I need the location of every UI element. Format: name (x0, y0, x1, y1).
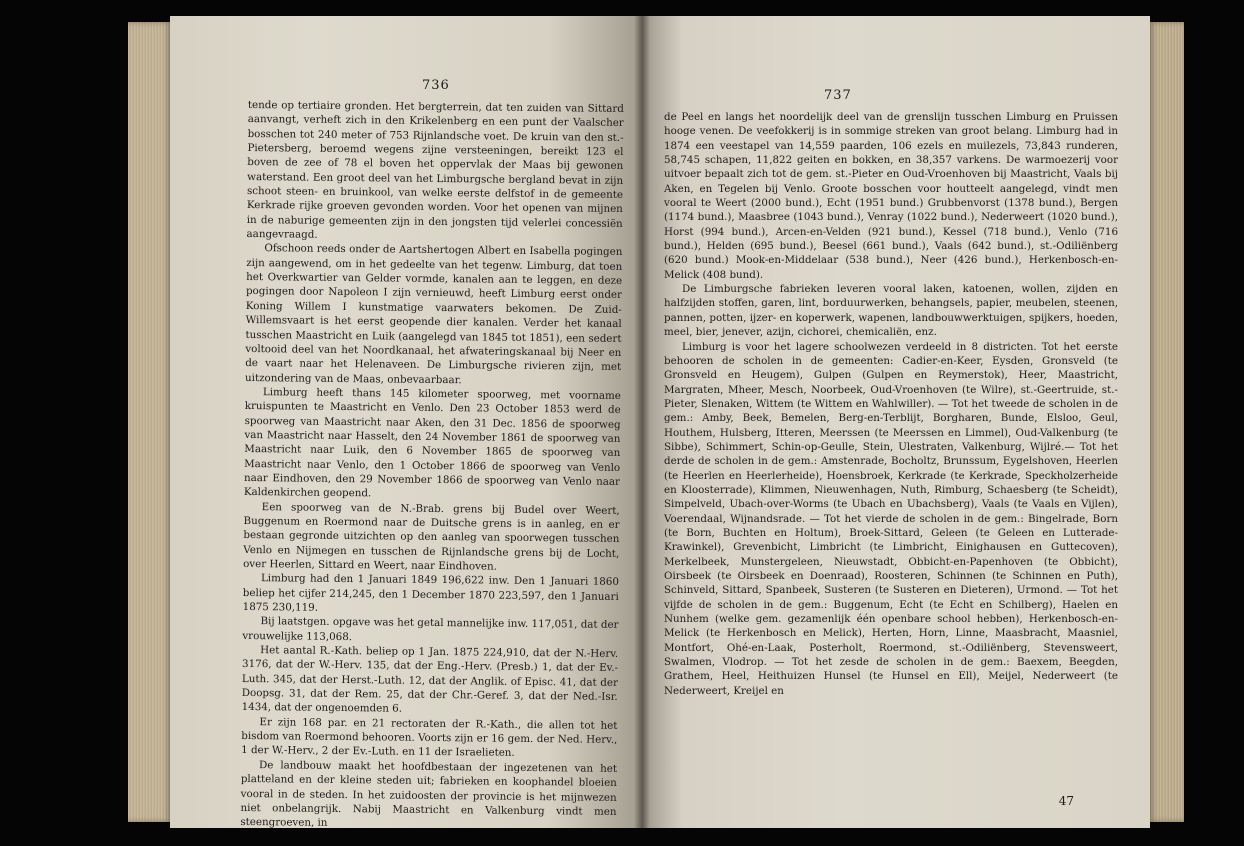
paragraph: Het aantal R.-Kath. beliep op 1 Jan. 1875 224,910, dat der N.-Herv. 3176, dat der W.-Herv. 135, dat der Eng.-Herv. (Presb.) 1, dat der Ev.-Luth. 345, dat der Herst.-Luth. 12, dat der Anglik. of Episc. 41, dat der Doopsg. 31, dat der Rem. 25, dat der Chr.-Geref. 3, dat der Ned.-Isr. 1434, dat der ongenoemden 6. (241, 644, 619, 716)
paragraph: Limburg had den 1 Januari 1849 196,622 inw. Den 1 Januari 1860 beliep het cijfer 214,245, den 1 December 1870 223,597, den 1 Januari 1875 230,119. (242, 572, 620, 614)
paragraph: Een spoorweg van de N.-Brab. grens bij Budel over Weert, Buggenum en Roermond naar de Duitsche grens is in aanleg, en er bestaan gegronde uitzichten op den aanleg van spoorwegen tusschen Venlo en Nijmegen en tusschen de Rijnlandsche grens bij de Locht, over Heerlen, Sittard en Weert, naar Eindhoven. (243, 500, 620, 573)
paragraph: Er zijn 168 par. en 21 rectoraten der R.-Kath., die allen tot het bisdom van Roermond behooren. Voorts zijn er 16 gem. der Ned. Herv., 1 der W.-Herv., 2 der Ev.-Luth. en 11 der Israelieten. (241, 715, 618, 760)
right-page-body (664, 110, 1118, 698)
signature-mark: 47 (1058, 794, 1074, 808)
paragraph: Limburg heeft thans 145 kilometer spoorweg, met voorname kruispunten te Maastricht en Venlo. Den 23 October 1853 werd de spoorweg van Maastricht naar Aken, den 31 Dec. 1856 de spoorweg van Maastricht naar Hasselt, den 24 November 1861 de spoorweg van Maastricht naar Luik, den 6 November 1865 de spoorweg van Maastricht naar Venlo, den 1 October 1866 de spoorweg van Venlo naar Eindhoven, den 29 November 1866 de spoorweg van Venlo naar Kaldenkirchen geopend. (243, 386, 621, 500)
paragraph: tende op tertiaire gronden. Het bergterrein, dat ten zuiden van Sittard aanvangt, verheft zich in den Krikelenberg en een punt der Vaalscher bosschen tot 240 meter of 753 Rijnlandsche voet. De kruin van den st.-Pietersberg, beroemd wegens zijne versteeningen, bereikt 123 el boven de zee of 78 el boven het oppervlak der Maas bij gewonen waterstand. Een groot deel van het Limburgsche bergland bevat in zijn schoot steen- en bruinkool, van welke eerste delfstof in de gemeente Kerkrade rijke groeven gevonden worden. Voor het openen van mijnen in de naburige gemeenten zijn in den jongsten tijd velerlei concessiën aangevraagd. (246, 98, 624, 241)
left-page-number: 736 (422, 78, 450, 93)
paragraph: De Limburgsche fabrieken leveren vooral laken, katoenen, wollen, zijden en halfzijden stoffen, garen, lint, borduurwerken, behangsels, papier, meubelen, steenen, pannen, potten, ijzer- en koperwerk, wapenen, landbouwwerktuigen, spijkers, hoeden, meel, bier, jenever, azijn, cichorei, chemicaliën, enz. (664, 283, 1118, 339)
paragraph: Limburg is voor het lagere schoolwezen verdeeld in 8 districten. Tot het eerste behooren de scholen in de gemeenten: Cadier-en-Keer, Eysden, Gronsveld (te Gronsveld en Heugem), Gulpen (Gulpen en Reymerstok), Heer, Maastricht, Margraten, Mheer, Mesch, Noorbeek, Oud-Vroenhoven (te Wilre), st.-Geertruide, st.-Pieter, Slenaken, Wittem (te Wittem en Wahlwiller). — Tot het tweede de scholen in de gem.: Amby, Beek, Bemelen, Berg-en-Terblijt, Borgharen, Bunde, Elsloo, Geul, Houthem, Hulsberg, Itteren, Meerssen (te Meerssen en Limmel), Oud-Valkenburg (te Sibbe), Schimmert, Schin-op-Geulle, Stein, Ulestraten, Valkenburg, Wijlré.— Tot het derde de scholen in de gem.: Amstenrade, Bocholtz, Brunssum, Eygelshoven, Heerlen (te Heerlen en Heerlerheide), Hoensbroek, Kerkrade (te Kerkrade, Speckholzerheide en Kloosterrade), Klimmen, Nieuwenhagen, Nuth, Rimburg, Schaesberg (te Scheidt), Simpelveld, Ubach-over-Worms (te Ubach en Ubachsberg), Vaals (te Vaals en Vijlen), Voerendaal, Wijnandsrade. — Tot het vierde de scholen in de gem.: Bingelrade, Born (te Born, Buchten en Holtum), Broek-Sittard, Geleen (te Geleen en Lutterade-Krawinkel), Grevenbicht, Limbricht (te Limbricht, Einighausen en Guttecoven), Merkelbeek, Munstergeleen, Nieuwstadt, Obbicht-en-Papenhoven (te Obbicht), Oirsbeek (te Oirsbeek en Doenraad), Roosteren, Schinnen (te Schinnen en Puth), Schinveld, Sittard, Spanbeek, Susteren (te Susteren en Dieteren), Urmond. — Tot het vijfde de scholen in de gem.: Buggenum, Echt (te Echt en Schilberg), Haelen en Nunhem (welke gem. gezamenlijk één openbare school hebben), Herkenbosch-en-Melick (te Herkenbosch en Melick), Herten, Horn, Linne, Maasbracht, Maasniel, Montfort, Ohé-en-Laak, Posterholt, Roermond, st.-Odiliënberg, Stevensweert, Swalmen, Vlodrop. — Tot het zesde de scholen in de gem.: Baexem, Beegden, Grathem, Heel, Heithuizen Hunsel (te Hunsel en Ell), Meijel, Nederweert (te Nederweert, Kreijel en (664, 340, 1118, 697)
paragraph: De landbouw maakt het hoofdbestaan der ingezetenen van het platteland en der kleine steden uit; fabrieken en koophandel bloeien vooral in de steden. In het zuidoosten der provincie is het mijnwezen niet onbelangrijk. Nabij Maastricht en Valkenburg vindt men steengroeven, in (240, 758, 618, 830)
book-gutter (634, 16, 650, 828)
left-page (170, 16, 642, 828)
left-page-body (240, 98, 624, 833)
paragraph: Bij laatstgen. opgave was het getal mannelijke inw. 117,051, dat der vrouwelijke 113,068. (242, 615, 619, 643)
right-page (642, 16, 1150, 828)
paragraph: de Peel en langs het noordelijk deel van de grenslijn tusschen Limburg en Pruissen hooge venen. De veefokkerij is in sommige streken van groot belang. Limburg had in 1874 een veestapel van 14,559 paarden, 106 ezels en muilezels, 73,843 runderen, 58,745 schapen, 11,822 geiten en bokken, en 38,357 varkens. De warmoezerij voor uitvoer bepaalt zich tot de gem. st.-Pieter en Oud-Vroenhoven bij Maastricht, Vaals bij Aken, en Tegelen bij Venlo. Groote bosschen voor houtteelt aangelegd, vindt men vooral te Weert (2000 bund.), Echt (1951 bund.) Grubbenvorst (1378 bund.), Bergen (1174 bund.), Maasbree (1043 bund.), Venray (1022 bund.), Nederweert (1020 bund.), Horst (994 bund.), Arcen-en-Velden (921 bund.), Kessel (718 bund.), Venlo (716 bund.), Helden (695 bund.), Beesel (661 bund.), Vaals (642 bund.), st.-Odiliënberg (620 bund.) Mook-en-Middelaar (538 bund.), Neer (426 bund.), Herkenbosch-en-Melick (408 bund). (664, 111, 1118, 281)
left-page-edges (128, 22, 172, 822)
right-page-edges (1148, 22, 1184, 822)
paragraph: Ofschoon reeds onder de Aartshertogen Albert en Isabella pogingen zijn aangewend, om in het gedeelte van het tegenw. Limburg, dat toen het Overkwartier van Gelder vormde, kanalen aan te leggen, en deze pogingen door Napoleon I zijn vernieuwd, heeft Limburg eerst onder Koning Willem I kunstmatige vaarwaters bekomen. De Zuid-Willemsvaart is het eerst geopende dier kanalen. Verder het kanaal tusschen Maastricht en Luik (aangelegd van 1845 tot 1851), een sedert voltooid deel van het Noordkanaal, het afwateringskanaal bij Neer en de vaart naar het Helenaveen. De Limburgsche rivieren zijn, met uitzondering van de Maas, onbevaarbaar. (245, 242, 623, 386)
right-page-number: 737 (824, 88, 852, 103)
